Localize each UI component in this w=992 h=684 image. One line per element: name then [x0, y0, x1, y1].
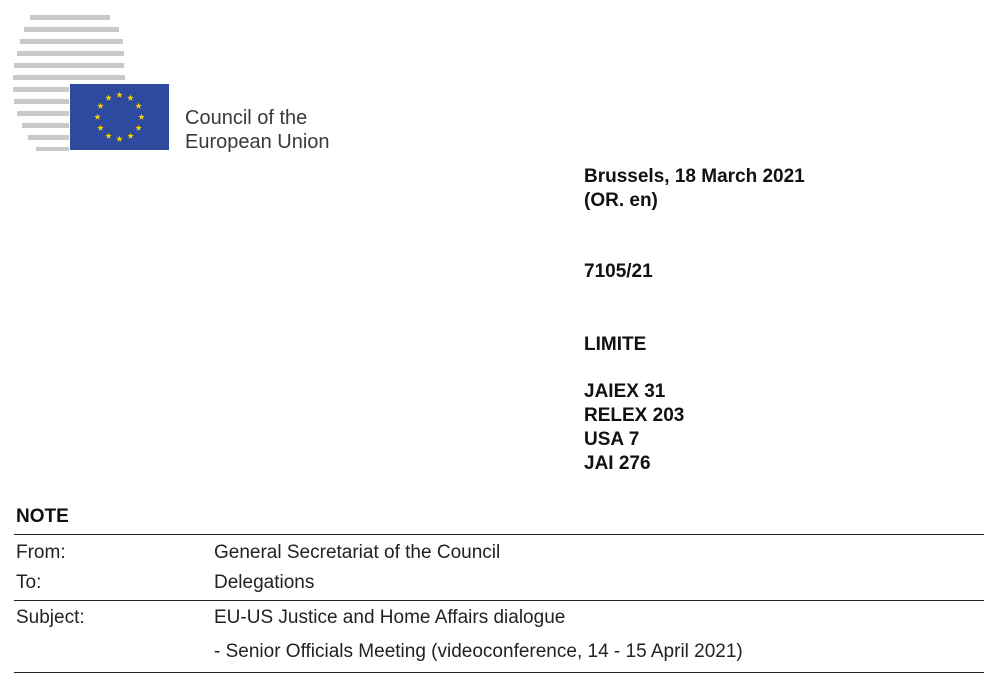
- document-code: RELEX 203: [584, 405, 685, 426]
- subject-line: - Senior Officials Meeting (videoconference, 14 - 15 April 2021): [214, 641, 743, 662]
- note-title: NOTE: [16, 506, 69, 527]
- flag-star-icon: [97, 125, 103, 131]
- flag-star-icon: [127, 95, 133, 101]
- flag-star-icon: [94, 114, 100, 120]
- note-header-table: [14, 534, 984, 673]
- flag-star-icon: [135, 103, 141, 109]
- organization-name: [185, 106, 330, 154]
- from-value: General Secretariat of the Council: [214, 542, 501, 563]
- table-divider: [14, 672, 984, 673]
- flag-star-icon: [127, 133, 133, 139]
- from-label: From:: [16, 542, 66, 563]
- organization-name-line1: Council of the: [185, 107, 308, 129]
- flag-star-icon: [116, 92, 122, 98]
- from-row: [14, 535, 984, 564]
- document-codes: [584, 380, 684, 476]
- document-code: USA 7: [584, 429, 640, 450]
- document-code: JAI 276: [584, 453, 651, 474]
- subject-line: EU-US Justice and Home Affairs dialogue: [214, 607, 566, 628]
- flag-star-icon: [138, 114, 144, 120]
- flag-star-icon: [97, 103, 103, 109]
- council-logo: [0, 0, 400, 160]
- original-language: (OR. en): [584, 190, 658, 211]
- eu-flag-icon: [70, 84, 169, 150]
- subject-row: [14, 601, 984, 672]
- document-date: Brussels, 18 March 2021: [584, 166, 805, 187]
- flag-star-icon: [105, 133, 111, 139]
- subject-value: [214, 606, 984, 672]
- to-row: [14, 564, 984, 600]
- organization-name-line2: European Union: [185, 131, 330, 153]
- document-code: JAIEX 31: [584, 381, 666, 402]
- flag-star-icon: [135, 125, 141, 131]
- document-number: 7105/21: [584, 261, 653, 282]
- classification-marking: LIMITE: [584, 334, 647, 355]
- document-date-block: [584, 165, 805, 213]
- subject-label: Subject:: [16, 607, 85, 628]
- flag-star-icon: [116, 136, 122, 142]
- to-label: To:: [16, 572, 42, 593]
- flag-star-icon: [105, 95, 111, 101]
- to-value: Delegations: [214, 572, 315, 593]
